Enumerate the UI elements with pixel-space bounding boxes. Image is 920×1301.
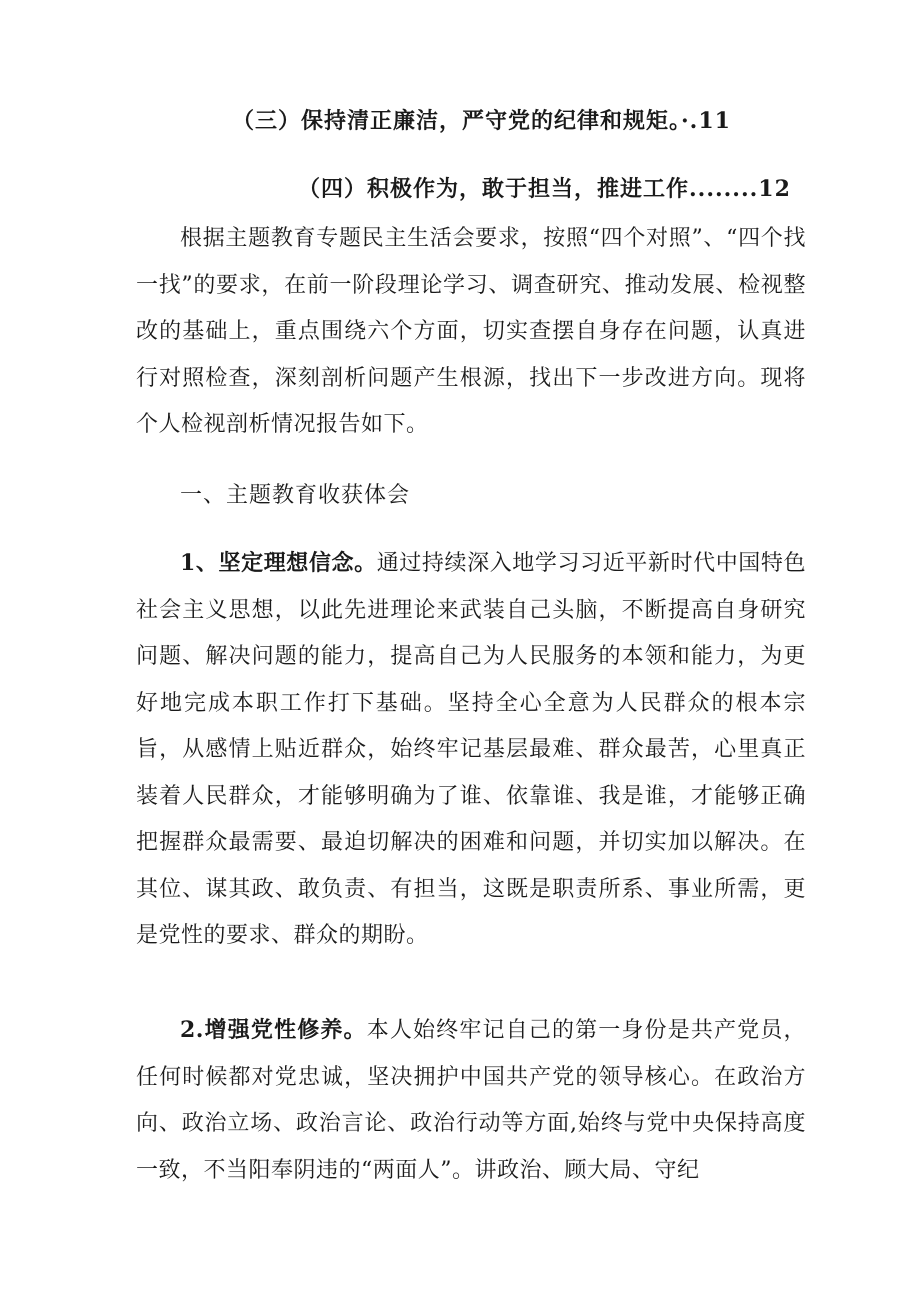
toc-entry-3: （三）保持清正廉洁，严守党的纪律和规矩。·.11 bbox=[232, 108, 731, 134]
section-heading: 一、主题教育收获体会 bbox=[180, 483, 411, 508]
paragraph-2-text: 本人始终牢记自己的第一身份是共产党员，任何时候都对党忠诚，坚决拥护中国共产党的领导核心。在政治方向、政治立场、政治言论、政治行动等方面,始终与党中央保持高度一致，不当阳奉阴违的“两面人”。讲政治、顾大局、守纪 bbox=[136, 1018, 806, 1183]
paragraph-2-lead: 2.增强党性修养。 bbox=[180, 1017, 367, 1043]
paragraph-1 bbox=[136, 540, 806, 960]
intro-paragraph: 根据主题教育专题民主生活会要求，按照“四个对照”、“四个找一找”的要求，在前一阶段理论学习、调查研究、推动发展、检视整改的基础上，重点围绕六个方面，切实查摆自身存在问题，认真进行对照检查，深刻剖析问题产生根源，找出下一步改进方向。现将个人检视剖析情况报告如下。 bbox=[136, 226, 806, 437]
paragraph-2 bbox=[136, 1007, 806, 1194]
toc-entry-4: （四）积极作为，敢于担当，推进工作........12 bbox=[298, 176, 791, 202]
paragraph-1-text: 通过持续深入地学习习近平新时代中国特色社会主义思想，以此先进理论来武装自己头脑，不断提高自身研究问题、解决问题的能力，提高自己为人民服务的本领和能力，为更好地完成本职工作打下基础。坚持全心全意为人民群众的根本宗旨，从感情上贴近群众，始终牢记基层最难、群众最苦，心里真正装着人民群众，才能够明确为了谁、依靠谁、我是谁，才能够正确把握群众最需要、最迫切解决的困难和问题，并切实加以解决。在其位、谋其政、敢负责、有担当，这既是职责所系、事业所需，更是党性的要求、群众的期盼。 bbox=[136, 551, 806, 948]
paragraph-1-lead: 1、坚定理想信念。 bbox=[180, 550, 377, 576]
